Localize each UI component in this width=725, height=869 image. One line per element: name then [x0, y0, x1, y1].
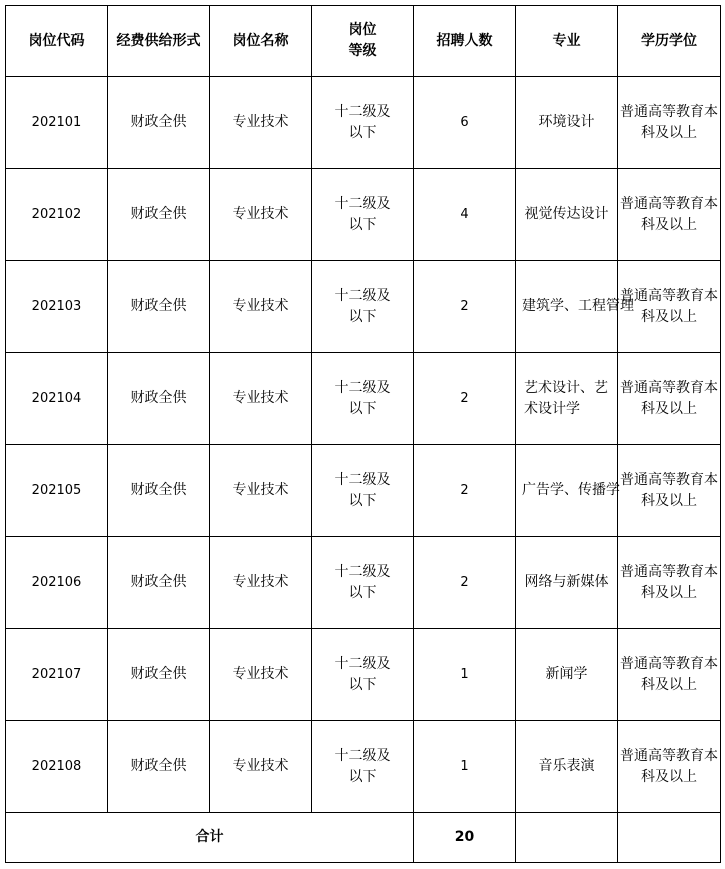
cell-position-name: 专业技术 [210, 353, 312, 445]
header-education: 学历学位 [618, 6, 721, 77]
total-empty-cell [618, 813, 721, 863]
total-label: 合计 [6, 813, 414, 863]
cell-major: 视觉传达设计 [516, 169, 618, 261]
cell-level-text: 十二级及以下 [334, 287, 391, 325]
cell-level [312, 169, 414, 261]
cell-count: 1 [414, 629, 516, 721]
cell-code: 202104 [6, 353, 108, 445]
cell-count: 2 [414, 261, 516, 353]
cell-position-name: 专业技术 [210, 537, 312, 629]
cell-position-name: 专业技术 [210, 721, 312, 813]
header-recruit-count: 招聘人数 [414, 6, 516, 77]
cell-count: 2 [414, 445, 516, 537]
cell-level-text: 十二级及以下 [334, 747, 391, 785]
cell-code: 202103 [6, 261, 108, 353]
table-header-row [6, 6, 721, 77]
cell-count: 1 [414, 721, 516, 813]
cell-position-name: 专业技术 [210, 169, 312, 261]
cell-funding: 财政全供 [108, 721, 210, 813]
header-code: 岗位代码 [6, 6, 108, 77]
total-value: 20 [414, 813, 516, 863]
cell-major: 环境设计 [516, 77, 618, 169]
total-row [6, 813, 721, 863]
cell-major: 新闻学 [516, 629, 618, 721]
cell-count: 2 [414, 353, 516, 445]
cell-position-name: 专业技术 [210, 261, 312, 353]
cell-education: 普通高等教育本科及以上 [618, 537, 721, 629]
cell-funding: 财政全供 [108, 537, 210, 629]
cell-education: 普通高等教育本科及以上 [618, 629, 721, 721]
cell-funding: 财政全供 [108, 169, 210, 261]
cell-level-text: 十二级及以下 [334, 195, 391, 233]
cell-level [312, 445, 414, 537]
cell-education: 普通高等教育本科及以上 [618, 721, 721, 813]
table-row [6, 629, 721, 721]
cell-code: 202102 [6, 169, 108, 261]
recruitment-table [5, 5, 721, 863]
header-major: 专业 [516, 6, 618, 77]
cell-level [312, 721, 414, 813]
cell-level [312, 77, 414, 169]
cell-education: 普通高等教育本科及以上 [618, 77, 721, 169]
cell-code: 202106 [6, 537, 108, 629]
cell-funding: 财政全供 [108, 629, 210, 721]
cell-funding: 财政全供 [108, 261, 210, 353]
table-row [6, 77, 721, 169]
cell-code: 202108 [6, 721, 108, 813]
header-position-level [312, 6, 414, 77]
cell-major: 艺术设计、艺术设计学 [516, 353, 618, 445]
cell-count: 2 [414, 537, 516, 629]
table-row [6, 721, 721, 813]
cell-position-name: 专业技术 [210, 445, 312, 537]
cell-funding: 财政全供 [108, 445, 210, 537]
header-position-level-text: 岗位等级 [348, 22, 377, 59]
cell-level [312, 629, 414, 721]
cell-education: 普通高等教育本科及以上 [618, 353, 721, 445]
cell-level-text: 十二级及以下 [334, 563, 391, 601]
table-row [6, 445, 721, 537]
cell-education: 普通高等教育本科及以上 [618, 169, 721, 261]
cell-level-text: 十二级及以下 [334, 471, 391, 509]
cell-level-text: 十二级及以下 [334, 655, 391, 693]
cell-level [312, 537, 414, 629]
table-row [6, 537, 721, 629]
cell-code: 202107 [6, 629, 108, 721]
cell-education: 普通高等教育本科及以上 [618, 445, 721, 537]
cell-funding: 财政全供 [108, 77, 210, 169]
cell-code: 202105 [6, 445, 108, 537]
total-empty-cell [516, 813, 618, 863]
table-row [6, 261, 721, 353]
cell-funding: 财政全供 [108, 353, 210, 445]
cell-code: 202101 [6, 77, 108, 169]
header-funding: 经费供给形式 [108, 6, 210, 77]
table-row [6, 169, 721, 261]
cell-count: 6 [414, 77, 516, 169]
cell-level-text: 十二级及以下 [334, 379, 391, 417]
cell-major: 广告学、传播学 [516, 445, 618, 537]
cell-major: 建筑学、工程管理 [516, 261, 618, 353]
cell-position-name: 专业技术 [210, 629, 312, 721]
cell-major: 音乐表演 [516, 721, 618, 813]
cell-education: 普通高等教育本科及以上 [618, 261, 721, 353]
header-position-name: 岗位名称 [210, 6, 312, 77]
cell-level [312, 353, 414, 445]
cell-major: 网络与新媒体 [516, 537, 618, 629]
cell-position-name: 专业技术 [210, 77, 312, 169]
table-row [6, 353, 721, 445]
cell-level-text: 十二级及以下 [334, 103, 391, 141]
cell-level [312, 261, 414, 353]
cell-count: 4 [414, 169, 516, 261]
